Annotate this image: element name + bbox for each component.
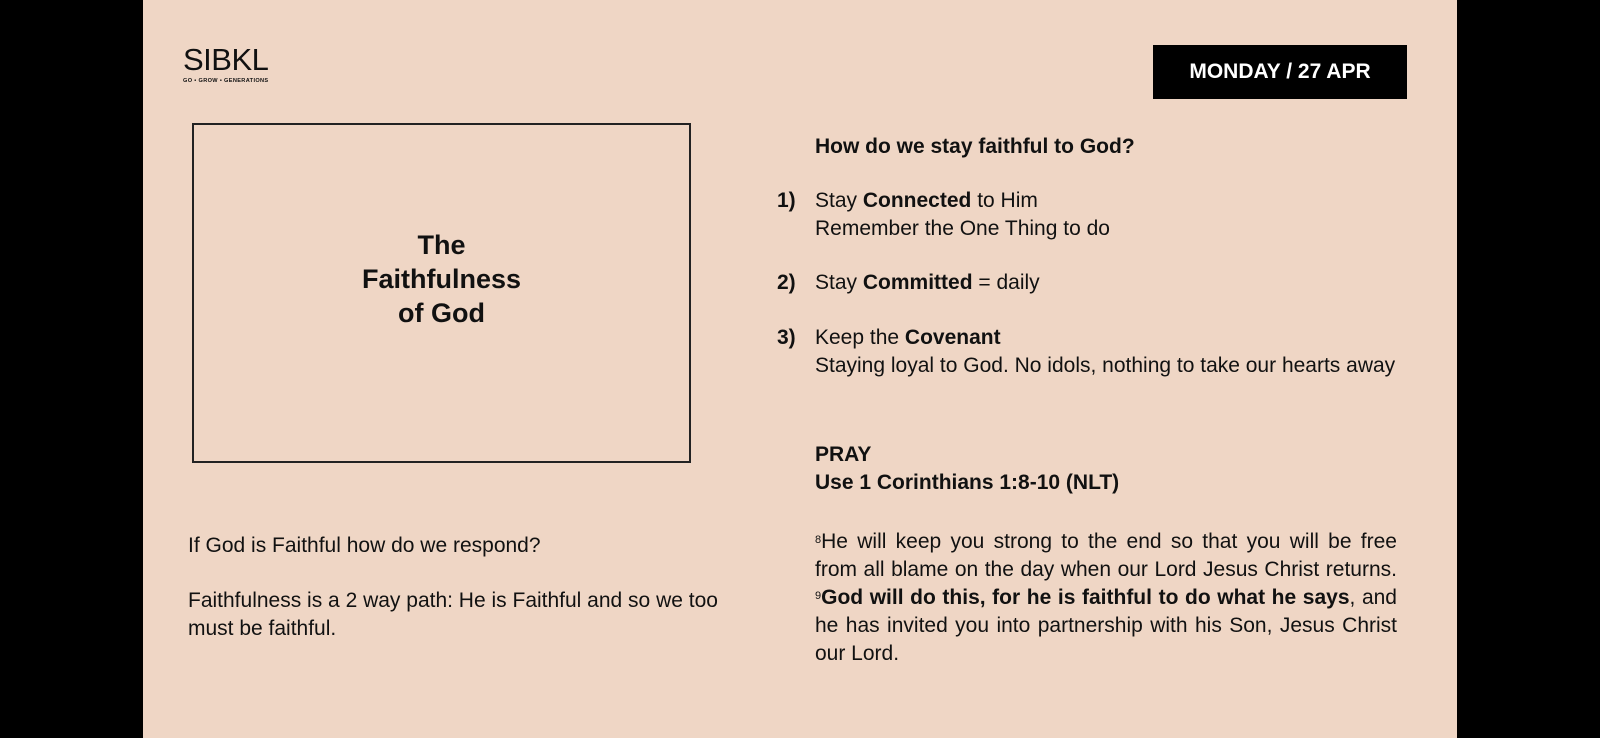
title-line-3: of God [398,298,485,328]
title-line-1: The [417,230,466,260]
left-statement: Faithfulness is a 2 way path: He is Faithful and so we too must be faithful. [188,589,718,640]
point-2-post: = daily [972,271,1040,294]
point-3-keyword: Covenant [904,326,1001,349]
point-2-keyword: Committed [862,271,973,294]
point-1-sub: Remember the One Thing to do [815,217,1110,240]
point-2-number: 2) [777,271,796,294]
point-1-number: 1) [777,189,796,212]
pray-section [815,441,1119,497]
slide [143,0,1457,738]
verse-8-text: He will keep you strong to the end so that you will be free from all blame on the day when our Lord Jesus Christ returns. [815,530,1397,581]
point-3 [777,324,1397,380]
logo-tagline: GO • GROW • GENERATIONS [183,78,269,84]
point-1-post: to Him [971,189,1038,212]
verse-9-text: , and he has invited you into partnership with his Son, Jesus Christ our Lord. [815,586,1397,665]
point-1 [777,187,1397,243]
point-2-pre: Stay [815,271,863,294]
pray-reference: Use 1 Corinthians 1:8-10 (NLT) [815,471,1120,494]
point-1-pre: Stay [815,189,863,212]
point-1-keyword: Connected [862,189,972,212]
main-question: How do we stay faithful to God? [815,135,1135,158]
point-3-sub: Staying loyal to God. No idols, nothing to take our hearts away [815,354,1396,377]
logo-wordmark: SIBKL [183,42,269,77]
left-question: If God is Faithful how do we respond? [188,534,541,557]
scripture-passage [815,528,1397,668]
title-box [192,123,691,463]
pray-heading: PRAY [815,443,872,466]
point-3-number: 3) [777,326,796,349]
date-badge: MONDAY / 27 APR [1153,45,1407,99]
point-3-pre: Keep the [815,326,905,349]
verse-9-emphasis: God will do this, for he is faithful to do what he says [821,586,1350,609]
sibkl-logo [183,44,269,84]
verse-9-number: 9 [815,590,822,602]
verse-8-number: 8 [815,534,822,546]
title-line-2: Faithfulness [361,264,522,294]
point-2 [777,269,1397,297]
sermon-title [362,228,521,330]
